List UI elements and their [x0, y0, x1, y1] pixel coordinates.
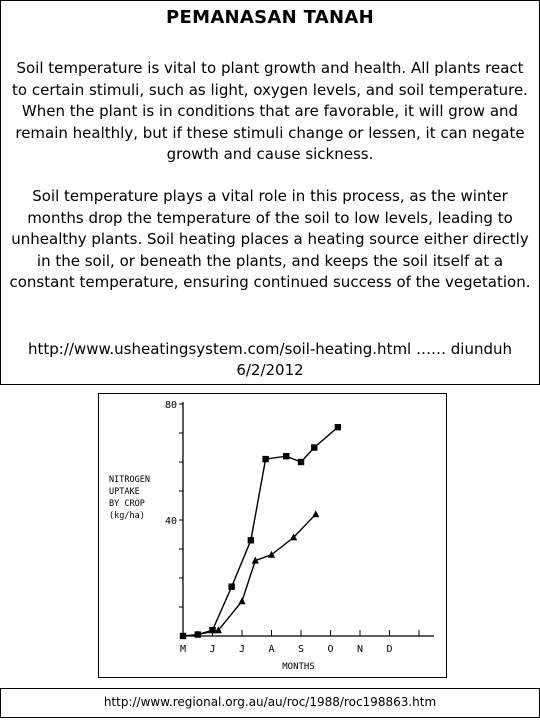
data-point-square: [311, 444, 317, 450]
chart-figure: [98, 393, 447, 678]
data-point-square: [248, 537, 254, 543]
paragraph-1: Soil temperature is vital to plant growth and health. All plants react to certain stimuli, such as light, oxygen levels, and soil temperature. When the plant is in conditions that are favorable, it will grow and remain healthly, but if these stimuli change or lessen, it can negate growth and cause sickness.: [12, 59, 528, 163]
x-tick-label: O: [327, 644, 334, 655]
y-axis-label-line: BY CROP: [109, 499, 145, 509]
x-tick-label: D: [386, 644, 393, 655]
y-tick-label: 80: [164, 400, 177, 411]
data-point-square: [335, 424, 341, 430]
paragraph-2: Soil temperature plays a vital role in this process, as the winter months drop the temperature of the soil to low levels, leading to unhealthy plants. Soil heating places a heating source either directly in the soil, or beneath the plants, and keeps the soil itself at a constant temperature, ensuring continued success of the vegetation.: [9, 187, 531, 291]
source-url-line[interactable]: http://www.usheatingsystem.com/soil-heating.html …… diunduh: [27, 340, 512, 358]
x-axis-label: MONTHS: [282, 662, 315, 672]
x-tick-label: N: [356, 644, 364, 655]
data-point-triangle: [312, 510, 319, 517]
x-tick-label: M: [179, 644, 187, 655]
data-point-square: [298, 459, 304, 465]
y-tick-label: 40: [164, 516, 177, 527]
y-axis-label-line: UPTAKE: [109, 487, 140, 497]
x-tick-label: J: [209, 644, 216, 655]
data-point-square: [228, 584, 234, 590]
series-line-1: [183, 427, 338, 636]
data-point-square: [283, 453, 289, 459]
data-point-triangle: [268, 551, 275, 558]
data-point-square: [180, 633, 186, 639]
y-axis-label-line: NITROGEN: [109, 475, 150, 485]
figure-source-url[interactable]: http://www.regional.org.au/au/roc/1988/roc198863.htm: [103, 695, 437, 709]
source-citation: [9, 339, 531, 381]
x-tick-label: J: [238, 644, 246, 655]
figure-source-panel: [0, 688, 540, 718]
y-axis-label-line: (kg/ha): [109, 511, 145, 521]
data-point-square: [262, 456, 268, 462]
y-axis-label: [109, 475, 150, 521]
data-point-triangle: [238, 597, 245, 604]
nitrogen-uptake-chart: [99, 394, 446, 677]
series-line-2: [198, 514, 316, 634]
page-title: PEMANASAN TANAH: [166, 7, 374, 28]
x-tick-label: A: [268, 644, 275, 655]
x-tick-label: S: [297, 644, 305, 655]
source-date-line: 6/2/2012: [236, 361, 304, 379]
